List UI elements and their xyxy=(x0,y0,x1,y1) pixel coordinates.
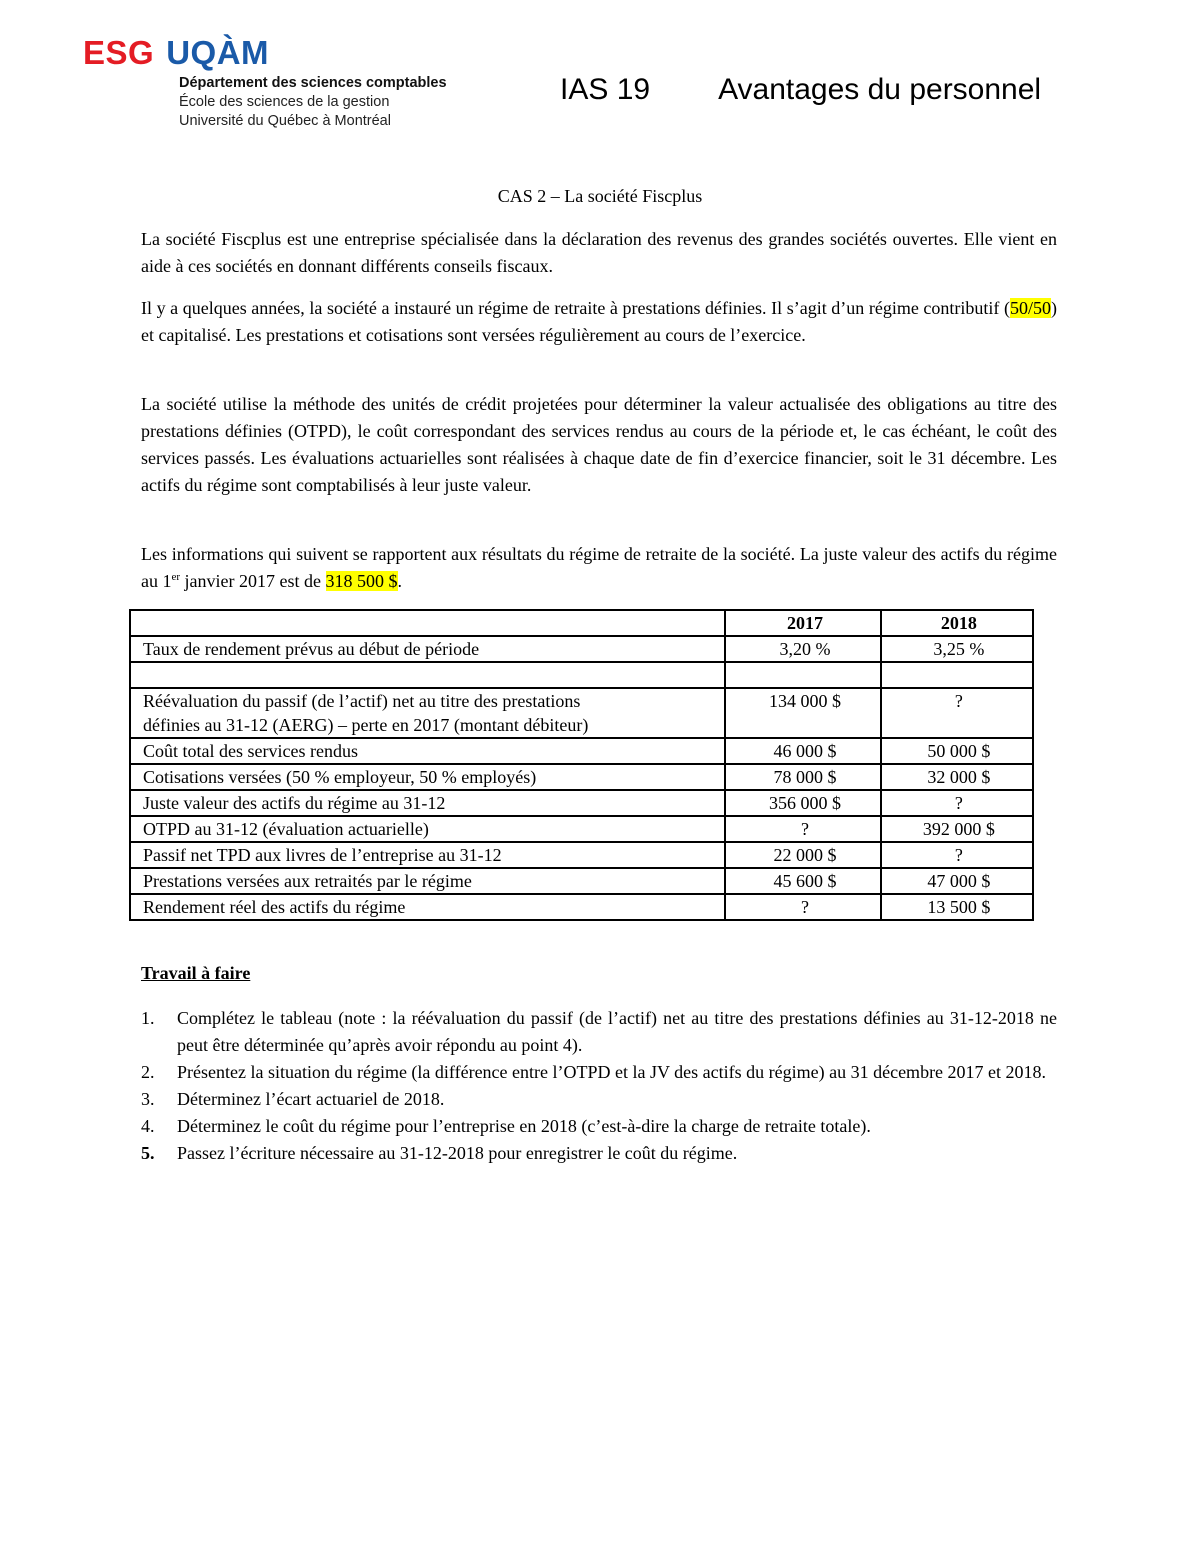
table-row xyxy=(130,816,1033,842)
value-2017: 3,20 % xyxy=(725,636,880,662)
value-2018: 3,25 % xyxy=(881,636,1033,662)
task-text: Déterminez l’écart actuariel de 2018. xyxy=(177,1089,445,1109)
document-title xyxy=(560,73,1041,107)
task-number: 5. xyxy=(141,1143,155,1163)
table-row xyxy=(130,738,1033,764)
logo-esg-text: ESG xyxy=(83,34,155,71)
task-number: 1. xyxy=(141,1008,155,1028)
value-2017 xyxy=(725,662,880,688)
value-2018: 392 000 $ xyxy=(881,816,1033,842)
table-row xyxy=(130,764,1033,790)
table-header-row xyxy=(130,610,1033,636)
row-label: Rendement réel des actifs du régime xyxy=(130,894,725,920)
value-2018: ? xyxy=(881,842,1033,868)
pension-plan-paragraph xyxy=(141,295,1057,349)
task-number: 2. xyxy=(141,1062,155,1082)
list-item xyxy=(141,1005,1057,1059)
pension-data-table xyxy=(129,609,1034,921)
pension-text-b: ) et capitalisé. Les prestations et cotisations sont versées régulièrement au cours de l’exercice. xyxy=(141,298,1057,345)
row-label: Cotisations versées (50 % employeur, 50 % employés) xyxy=(130,764,725,790)
list-item xyxy=(141,1086,1057,1113)
row-label: Taux de rendement prévus au début de période xyxy=(130,636,725,662)
standard-topic: Avantages du personnel xyxy=(718,73,1042,106)
value-2017: ? xyxy=(725,894,880,920)
task-text: Présentez la situation du régime (la différence entre l’OTPD et la JV des actifs du régime) au 31 décembre 2017 et 2018. xyxy=(177,1062,1047,1082)
header-label-cell xyxy=(130,610,725,636)
value-2018: 32 000 $ xyxy=(881,764,1033,790)
task-text: Complétez le tableau (note : la réévaluation du passif (de l’actif) net au titre des prestations définies au 31-12-2018 ne peut être déterminée qu’après avoir répondu au point 4). xyxy=(177,1008,1057,1055)
tasks-list xyxy=(141,1005,1057,1167)
row-label-line1: Réévaluation du passif (de l’actif) net au titre des prestations xyxy=(143,691,581,711)
value-2018: 13 500 $ xyxy=(881,894,1033,920)
highlight-amount: 318 500 $ xyxy=(325,571,398,591)
department-name: Département des sciences comptables xyxy=(179,75,447,91)
row-label: Passif net TPD aux livres de l’entreprise au 31-12 xyxy=(130,842,725,868)
department-block xyxy=(179,74,447,131)
value-2017: 356 000 $ xyxy=(725,790,880,816)
info-text-b: janvier 2017 est de xyxy=(180,571,326,591)
value-2017: 46 000 $ xyxy=(725,738,880,764)
row-label xyxy=(130,688,725,738)
school-name: École des sciences de la gestion xyxy=(179,94,390,110)
value-2018: 47 000 $ xyxy=(881,868,1033,894)
task-text: Passez l’écriture nécessaire au 31-12-2018 pour enregistrer le coût du régime. xyxy=(177,1143,738,1163)
info-text-c: . xyxy=(397,571,403,591)
table-row-empty xyxy=(130,662,1033,688)
pension-text-a: Il y a quelques années, la société a instauré un régime de retraite à prestations définies. Il s’agit d’un régime contributif ( xyxy=(141,298,1010,318)
task-text: Déterminez le coût du régime pour l’entreprise en 2018 (c’est-à-dire la charge de retraite totale). xyxy=(177,1116,871,1136)
table-row xyxy=(130,894,1033,920)
row-label: OTPD au 31-12 (évaluation actuarielle) xyxy=(130,816,725,842)
row-label: Juste valeur des actifs du régime au 31-12 xyxy=(130,790,725,816)
info-text-a: Les informations qui suivent se rapportent aux résultats du régime de retraite de la société. La juste valeur des actifs du régime au 1 xyxy=(141,544,1057,591)
value-2017: 45 600 $ xyxy=(725,868,880,894)
value-2017: ? xyxy=(725,816,880,842)
row-label: Coût total des services rendus xyxy=(130,738,725,764)
list-item xyxy=(141,1113,1057,1140)
value-2018: ? xyxy=(881,790,1033,816)
value-2018: ? xyxy=(881,688,1033,738)
highlight-ratio: 50/50 xyxy=(1009,298,1051,318)
row-label: Prestations versées aux retraités par le régime xyxy=(130,868,725,894)
value-2017: 22 000 $ xyxy=(725,842,880,868)
tasks-heading: Travail à faire xyxy=(141,963,251,983)
value-2017: 78 000 $ xyxy=(725,764,880,790)
information-paragraph xyxy=(141,541,1057,595)
value-2018: 50 000 $ xyxy=(881,738,1033,764)
table-row xyxy=(130,790,1033,816)
standard-code: IAS 19 xyxy=(560,73,651,106)
header-2018: 2018 xyxy=(881,610,1033,636)
row-label-line2: définies au 31-12 (AERG) – perte en 2017 (montant débiteur) xyxy=(143,715,589,735)
table-row xyxy=(130,842,1033,868)
method-paragraph: La société utilise la méthode des unités de crédit projetées pour déterminer la valeur actualisée des obligations au titre des prestations définies (OTPD), le coût correspondant des services rendus au cours de la période et, le cas échéant, le coût des services passés. Les évaluations actuarielles sont réalisées à chaque date de fin d’exercice financier, soit le 31 décembre. Les actifs du régime sont comptabilisés à leur juste valeur. xyxy=(141,394,1057,495)
ordinal-suffix: er xyxy=(171,571,181,583)
task-number: 3. xyxy=(141,1089,155,1109)
table-row xyxy=(130,688,1033,738)
case-title: CAS 2 – La société Fiscplus xyxy=(497,186,703,206)
row-label xyxy=(130,662,725,688)
header-2017: 2017 xyxy=(725,610,880,636)
esg-uqam-logo xyxy=(83,36,269,70)
value-2017: 134 000 $ xyxy=(725,688,880,738)
list-item xyxy=(141,1059,1057,1086)
table-row xyxy=(130,868,1033,894)
value-2018 xyxy=(881,662,1033,688)
task-number: 4. xyxy=(141,1116,155,1136)
list-item xyxy=(141,1140,1057,1167)
table-row xyxy=(130,636,1033,662)
university-name: Université du Québec à Montréal xyxy=(179,113,391,129)
intro-paragraph: La société Fiscplus est une entreprise spécialisée dans la déclaration des revenus des grandes sociétés ouvertes. Elle vient en aide à ces sociétés en donnant différents conseils fiscaux. xyxy=(141,229,1057,276)
logo-uqam-text: UQÀM xyxy=(166,34,270,71)
